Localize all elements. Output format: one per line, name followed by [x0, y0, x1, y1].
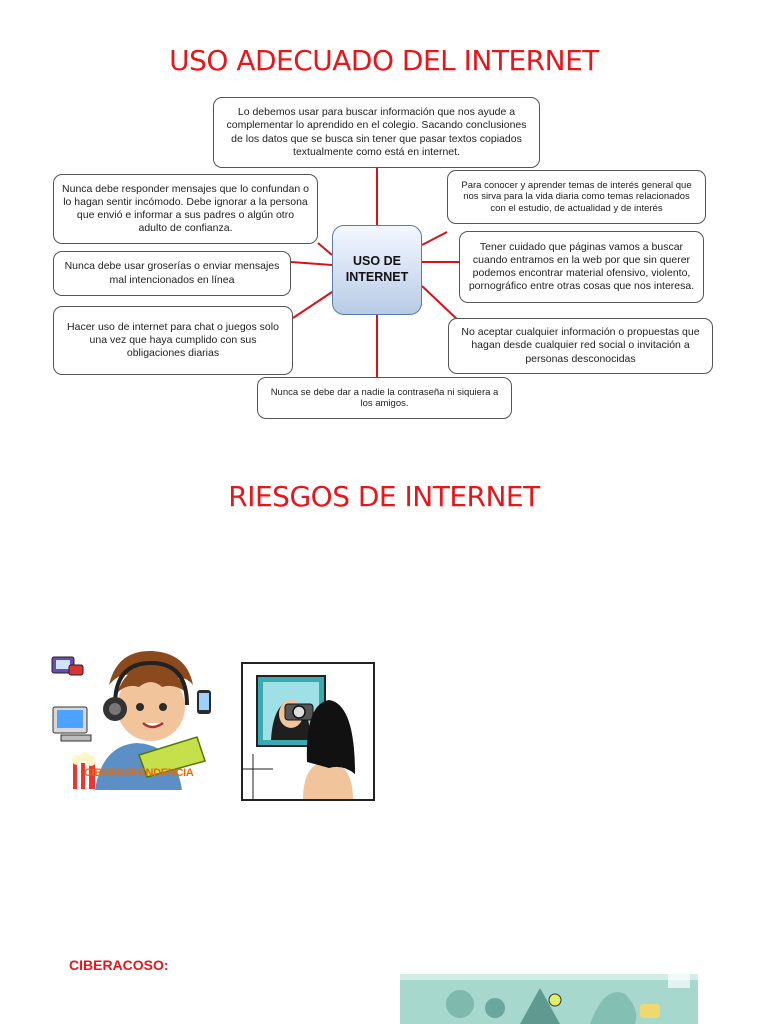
connector-right1 [422, 232, 447, 245]
mindmap-box-left3-text: Hacer uso de internet para chat o juegos solo una vez que haya cumplido con sus obligaciones diarias [67, 320, 279, 360]
connector-right3 [422, 286, 460, 322]
mindmap-box-left1-text: Nunca debe responder mensajes que lo confundan o lo hagan sentir incómodo. Debe ignorar a la persona que envió e informar a sus padres o algún otro adulto de confianza. [62, 182, 309, 235]
mindmap-box-right3 [448, 318, 713, 374]
mindmap-box-right1-text: Para conocer y aprender temas de interés general que nos sirva para la vida diaria como temas relacionados con el estudio, de actualidad y de interés [461, 179, 692, 214]
connector-left2 [291, 262, 332, 265]
mindmap-box-right3-text: No aceptar cualquier información o propuestas que hagan desde cualquier red social o invitación a personas desconocidas [461, 326, 700, 365]
mindmap-box-left1 [53, 174, 318, 244]
mindmap-box-right2-text: Tener cuidado que páginas vamos a buscar cuando entramos en la web por que sin querer podemos encontrar material ofensivo, violento, pornográfico entre otras cosas que nos interesa. [468, 240, 695, 293]
ciberdependencia-caption: CIBERDEPENDENCIA [84, 767, 194, 779]
mindmap-center-node [332, 225, 422, 315]
page-title: USO ADECUADO DEL INTERNET [169, 44, 599, 77]
mindmap-box-left2 [53, 251, 291, 296]
section-title-risks: RIESGOS DE INTERNET [228, 480, 540, 513]
mindmap-box-left3 [53, 306, 293, 375]
ciberacoso-heading: CIBERACOSO: [69, 957, 169, 973]
mindmap-box-right2 [459, 231, 704, 303]
mindmap-box-left2-text: Nunca debe usar groserías o enviar mensajes mal intencionados en línea [64, 260, 280, 286]
connector-left1 [318, 243, 332, 255]
mindmap-box-right1 [447, 170, 706, 224]
mindmap-box-bottom [257, 377, 512, 419]
mirror-photo-illustration [241, 662, 375, 801]
mindmap-center-label: USO DE INTERNET [345, 254, 409, 284]
mindmap-box-top-text: Lo debemos usar para buscar información que nos ayude a complementar lo aprendido en el colegio. Sacando conclusiones de los datos que se busca sin tener que pasar textos copiados textualmente como está en internet. [226, 106, 527, 158]
mindmap-box-bottom-text: Nunca se debe dar a nadie la contraseña ni siquiera a los amigos. [270, 386, 499, 409]
ciberacoso-illustration [400, 974, 698, 1024]
mindmap-box-top [213, 97, 540, 168]
